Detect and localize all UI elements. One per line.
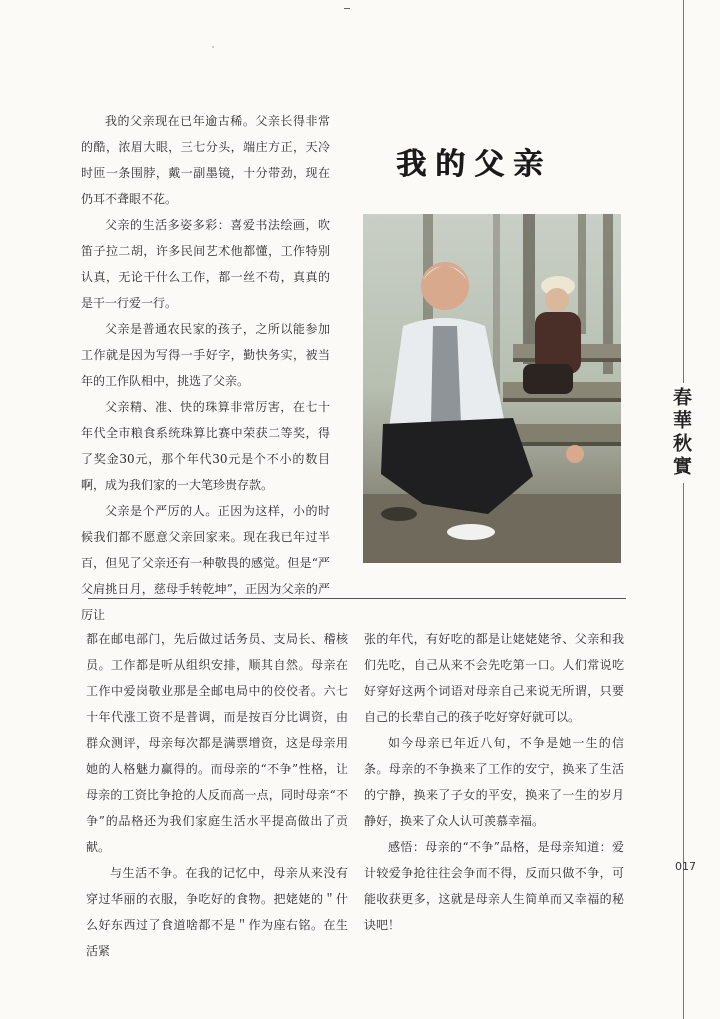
page-number: 017	[675, 860, 696, 873]
article-title: 我的父亲	[396, 147, 552, 182]
paragraph: 父亲是个严厉的人。正因为这样，小的时候我们都不愿意父亲回家来。现在我已年过半百，但见了父亲还有一种敬畏的感觉。但是“严父肩挑日月，慈母手转乾坤”，正因为父亲的严厉让	[81, 504, 330, 622]
paragraph: 张的年代，有好吃的都是让姥姥姥爷、父亲和我们先吃，自己从来不会先吃第一口。人们常说吃好穿好这两个词语对母亲自己来说无所谓，只要自己的长辈自己的孩子吃好穿好就可以。	[364, 632, 624, 724]
section-divider	[88, 598, 626, 599]
paragraph: 父亲精、准、快的珠算非常厉害，在七十年代全市粮食系统珠算比赛中荣获二等奖，得了奖金30元，那个年代30元是个不小的数目啊，成为我们家的一大笔珍贵存款。	[81, 400, 330, 492]
article-column-bottom-left	[86, 626, 348, 964]
section-label: 春華秋實	[671, 383, 695, 483]
paragraph: 感悟：母亲的“不争”品格，是母亲知道：爱计较爱争抢往往会争而不得，反而只做不争，可能收获更多，这就是母亲人生简单而又幸福的秘诀吧！	[364, 840, 624, 932]
top-crop-mark	[344, 8, 350, 9]
paragraph: 如今母亲已年近八旬，不争是她一生的信条。母亲的不争换来了工作的安宁，换来了生活的宁静，换来了子女的平安，换来了一生的岁月静好，换来了众人认可羡慕幸福。	[364, 736, 624, 828]
paragraph: 与生活不争。在我的记忆中，母亲从来没有穿过华丽的衣服，争吃好的食物。把姥姥的＂什么好东西过了食道啥都不是＂作为座右铭。在生活紧	[86, 866, 348, 958]
article-column-bottom-right	[364, 626, 624, 938]
speck	[212, 46, 214, 48]
photo-elderly-couple	[363, 214, 621, 563]
article-column-top	[81, 108, 330, 628]
paragraph: 都在邮电部门，先后做过话务员、支局长、稽核员。工作都是听从组织安排，顺其自然。母亲在工作中爱岗敬业那是全邮电局中的佼佼者。六七十年代涨工资不是普调，而是按百分比调资，由群众测评，母亲每次都是满票增资，这是母亲用她的人格魅力赢得的。而母亲的“不争”性格，让母亲的工资比争抢的人反而高一点，同时母亲“不争”的品格还为我们家庭生活水平提高做出了贡献。	[86, 632, 348, 854]
paragraph: 父亲是普通农民家的孩子，之所以能参加工作就是因为写得一手好字，勤快务实，被当年的工作队相中，挑选了父亲。	[81, 322, 330, 388]
paragraph: 父亲的生活多姿多彩：喜爱书法绘画，吹笛子拉二胡，许多民间艺术他都懂，工作特别认真，无论干什么工作，都一丝不苟，真真的是干一行爱一行。	[81, 218, 330, 310]
paragraph: 我的父亲现在已年逾古稀。父亲长得非常的酷，浓眉大眼，三七分头，端庄方正，天冷时匝一条围脖，戴一副墨镜，十分带劲，现在仍耳不聋眼不花。	[81, 114, 330, 206]
